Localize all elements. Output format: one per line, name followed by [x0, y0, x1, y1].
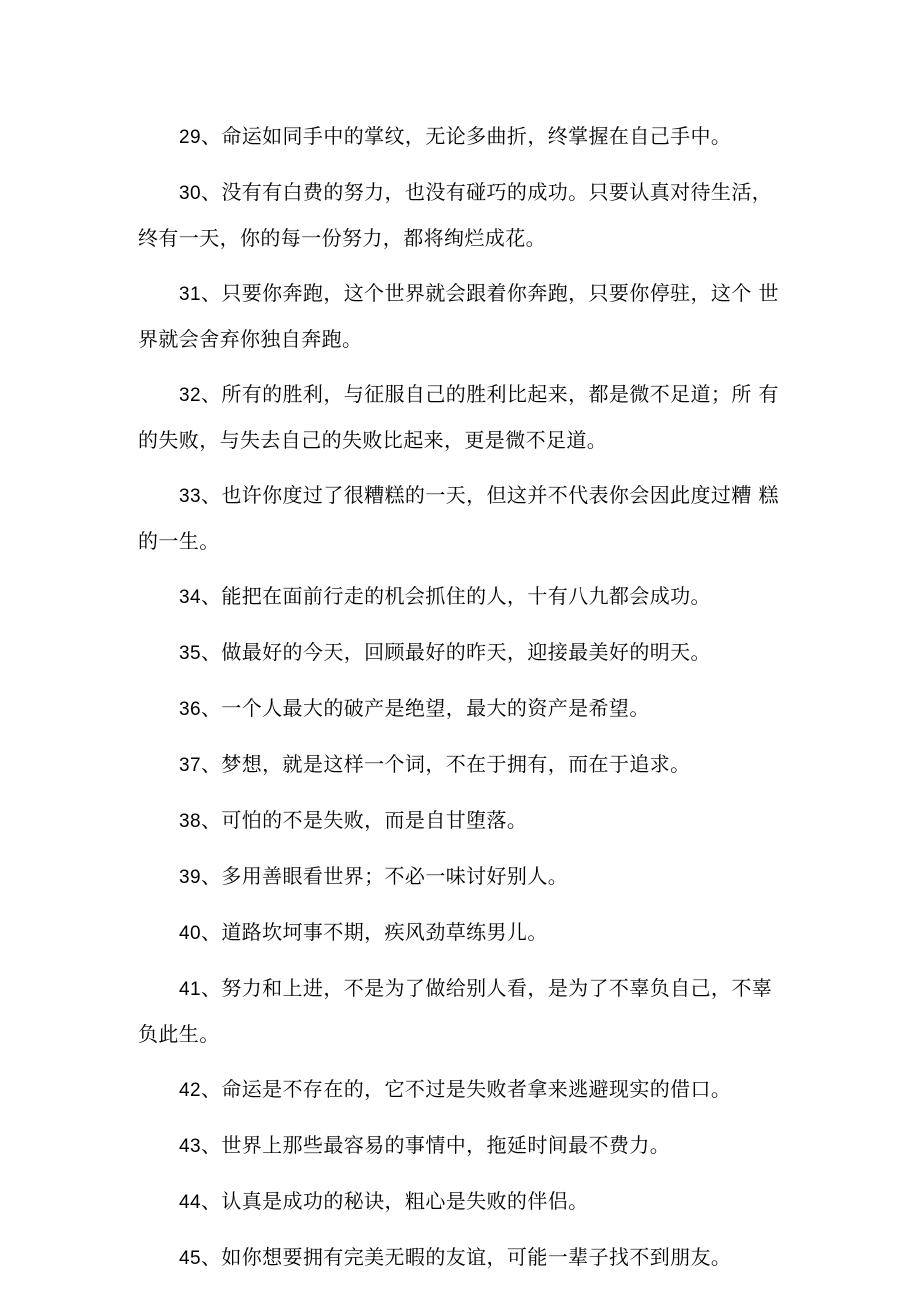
- quote-text: 、认真是成功的秘诀，粗心是失败的伴侣。: [200, 1189, 589, 1213]
- quote-number: 40: [179, 923, 201, 944]
- quote-number: 42: [179, 1080, 201, 1101]
- quote-text: 、道路坎坷事不期，疾风劲草练男儿。: [200, 920, 548, 944]
- quote-number: 34: [179, 587, 201, 608]
- quote-item-36: [138, 686, 788, 732]
- quote-list: [138, 114, 788, 1291]
- quote-text: 、世界上那些最容易的事情中，拖延时间最不费力。: [200, 1133, 671, 1157]
- quote-number: 45: [179, 1248, 201, 1269]
- quote-text: 、命运如同手中的掌纹，无论多曲折，终掌握在自己手中。: [200, 124, 732, 148]
- quote-text: 、可怕的不是失败，而是自甘堕落。: [200, 808, 528, 832]
- quote-number: 36: [179, 699, 201, 720]
- quote-item-30: [138, 170, 788, 261]
- quote-text: 、做最好的今天，回顾最好的昨天，迎接最美好的明天。: [200, 640, 711, 664]
- quote-number: 35: [179, 643, 201, 664]
- quote-item-45: [138, 1235, 788, 1281]
- quote-number: 29: [179, 127, 201, 148]
- quote-item-37: [138, 742, 788, 788]
- quote-item-44: [138, 1179, 788, 1225]
- quote-item-39: [138, 854, 788, 900]
- quote-text: 、也许你度过了很糟糕的一天，但这并不代表你会因此度过糟 糕的一生。: [138, 483, 779, 553]
- quote-text: 、一个人最大的破产是绝望，最大的资产是希望。: [200, 696, 650, 720]
- quote-text: 、只要你奔跑，这个世界就会跟着你奔跑，只要你停驻，这个 世界就会舍弃你独自奔跑。: [138, 281, 779, 351]
- quote-number: 39: [179, 867, 201, 888]
- quote-item-43: [138, 1123, 788, 1169]
- quote-item-41: [138, 966, 788, 1057]
- quote-number: 41: [179, 979, 201, 1000]
- quote-number: 31: [179, 284, 201, 305]
- quote-text: 、努力和上进，不是为了做给别人看，是为了不辜负自己，不辜负此生。: [138, 976, 773, 1046]
- quote-item-42: [138, 1067, 788, 1113]
- quote-item-38: [138, 798, 788, 844]
- quote-item-29: [138, 114, 788, 160]
- quote-number: 38: [179, 811, 201, 832]
- quote-number: 43: [179, 1136, 201, 1157]
- quote-text: 、如你想要拥有完美无暇的友谊，可能一辈子找不到朋友。: [200, 1245, 732, 1269]
- quote-text: 、所有的胜利，与征服自己的胜利比起来，都是微不足道；所 有的失败，与失去自己的失败比起来，更是微不足道。: [138, 382, 779, 452]
- quote-item-40: [138, 910, 788, 956]
- quote-text: 、多用善眼看世界；不必一味讨好别人。: [200, 864, 569, 888]
- quote-number: 30: [179, 183, 201, 204]
- quote-item-34: [138, 574, 788, 620]
- quote-item-33: [138, 473, 788, 564]
- quote-text: 、没有有白费的努力，也没有碰巧的成功。只要认真对待生活， 终有一天，你的每一份努力，都将绚烂成花。: [138, 180, 773, 250]
- quote-text: 、梦想，就是这样一个词，不在于拥有，而在于追求。: [200, 752, 691, 776]
- quote-text: 、能把在面前行走的机会抓住的人，十有八九都会成功。: [200, 584, 711, 608]
- quote-number: 37: [179, 755, 201, 776]
- quote-text: 、命运是不存在的，它不过是失败者拿来逃避现实的借口。: [200, 1077, 732, 1101]
- quote-number: 33: [179, 486, 201, 507]
- quote-number: 32: [179, 385, 201, 406]
- quote-item-32: [138, 372, 788, 463]
- quote-item-35: [138, 630, 788, 676]
- quote-number: 44: [179, 1192, 201, 1213]
- quote-item-31: [138, 271, 788, 362]
